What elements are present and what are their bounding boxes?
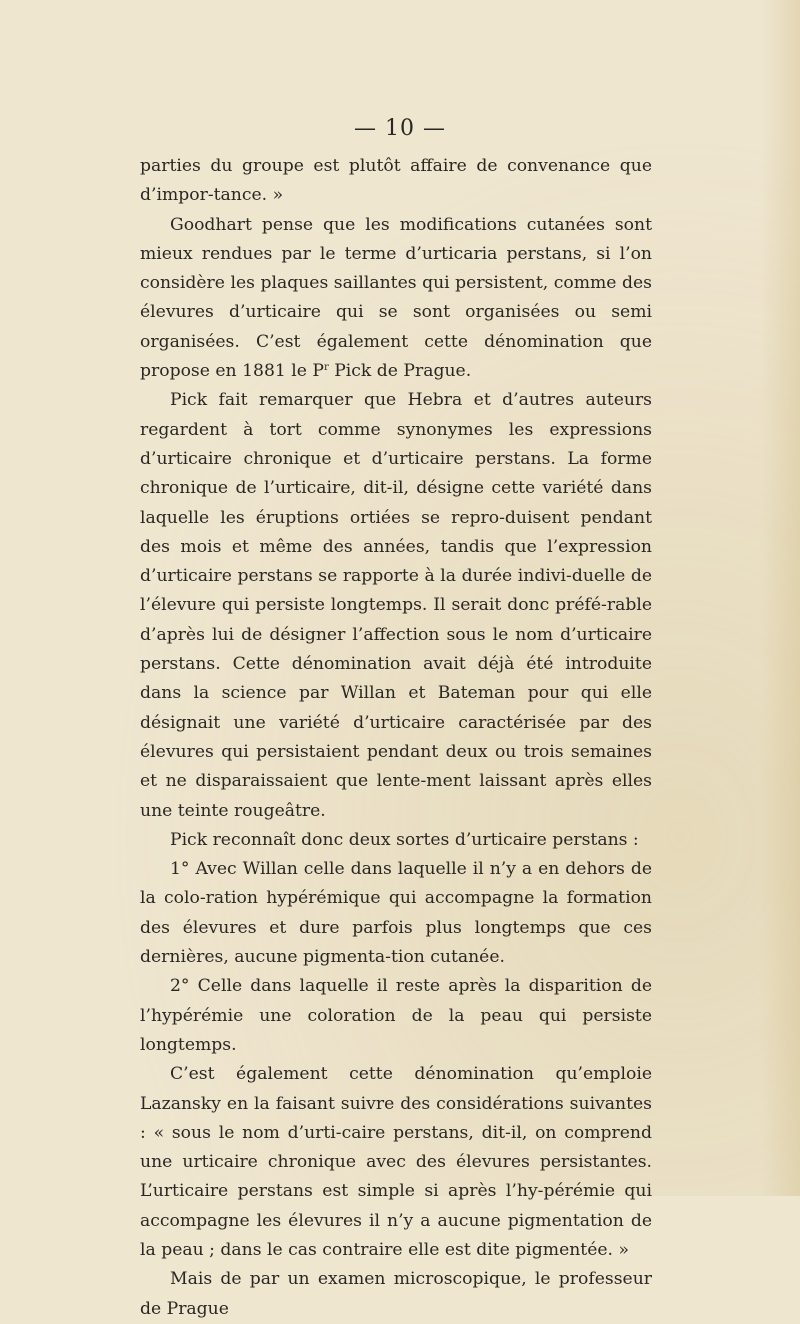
paragraph-3: Pick fait remarquer que Hebra et d’autres auteurs regardent à tort comme synonymes les expressions d’urticaire chronique et d’urticaire perstans. La forme chronique de l’urticaire, dit-il, désigne cette variété dans laquelle les éruptions ortiées se repro-duisent pendant des mois et même des années, tandis que l’expression d’urticaire perstans se rapporte à la durée indivi-duelle de l’élevure qui persiste longtemps. Il serait donc préfé-rable d’après lui de désigner l’affection sous le nom d’urticaire perstans. Cette dénomination avait déjà été introduite dans la science par Willan et Bateman pour qui elle désignait une variété d’urticaire caractérisée par des élevures qui persistaient pendant deux ou trois semaines et ne disparaissaient que lente-ment laissant après elles une teinte rougeâtre. xyxy=(140,390,652,821)
paragraph-2-tail: Pick de Prague. xyxy=(328,361,472,382)
paragraph-2-text: Goodhart pense que les modifications cutanées sont mieux rendues par le terme d’urticaria perstans, si l’on considère les plaques saillantes qui persistent, comme des élevures d’urticaire qui se sont organisées ou semi organisées. C’est également cette dénomination que propose en 1881 le P xyxy=(140,214,652,382)
page-edge-stain xyxy=(760,0,800,1196)
paragraph-7: C’est également cette dénomination qu’emploie Lazansky en la faisant suivre des considérations suivantes : « sous le nom d’urti-caire perstans, dit-il, on comprend une urticaire chronique avec des élevures persistantes. L’urticaire perstans est simple si après l’hy-pérémie qui accompagne les élevures il n’y a aucune pigmentation de la peau ; dans le cas contraire elle est dite pigmentée. » xyxy=(140,1064,652,1260)
paragraph-8: Mais de par un examen microscopique, le professeur de Prague xyxy=(140,1269,652,1319)
paragraph-1: parties du groupe est plutôt affaire de convenance que d’impor-tance. » xyxy=(140,156,652,206)
superscript-r: r xyxy=(323,362,329,374)
paragraph-6: 2° Celle dans laquelle il reste après la disparition de l’hypérémie une coloration de la peau qui persiste longtemps. xyxy=(140,976,652,1055)
page-number: — 10 — xyxy=(354,116,446,141)
body-text xyxy=(140,152,652,1324)
paragraph-5: 1° Avec Willan celle dans laquelle il n’y a en dehors de la colo-ration hypérémique qui accompagne la formation des élevures et dure parfois plus longtemps que ces dernières, aucune pigmenta-tion cutanée. xyxy=(140,859,652,968)
paragraph-4: Pick reconnaît donc deux sortes d’urticaire perstans : xyxy=(170,829,639,850)
paragraph-2 xyxy=(140,211,652,387)
